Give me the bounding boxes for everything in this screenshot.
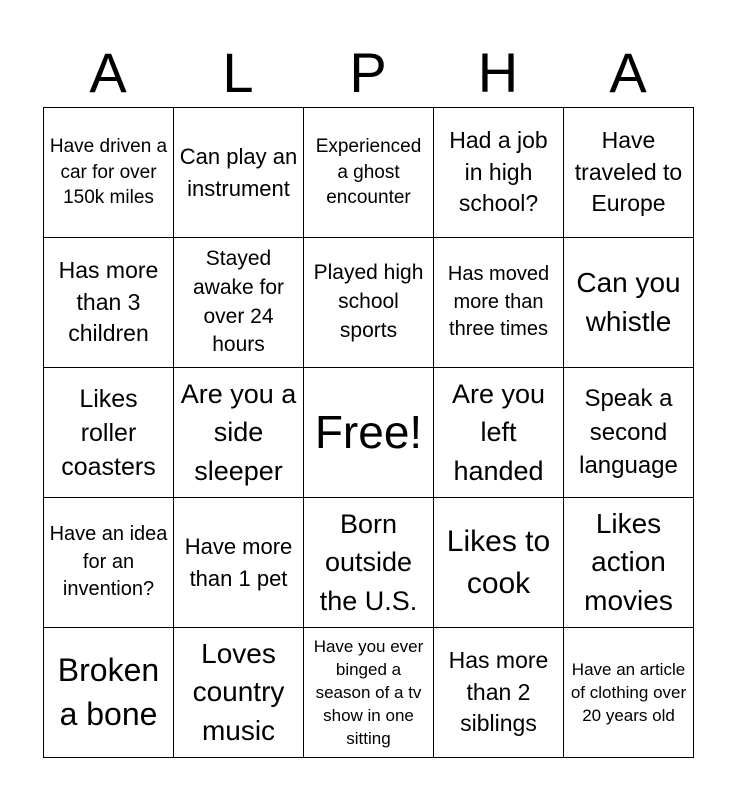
bingo-cell[interactable] (564, 238, 694, 368)
bingo-cell[interactable] (434, 368, 564, 498)
cell-text: Are you left handed (451, 379, 546, 486)
bingo-cell[interactable] (174, 498, 304, 628)
cell-text: Have you ever binged a season of a tv show in one sitting (313, 636, 424, 749)
bingo-cell[interactable] (434, 108, 564, 238)
cell-text: Has more than 2 siblings (448, 646, 549, 737)
cell-text: Have driven a car for over 150k miles (49, 135, 168, 209)
bingo-cell[interactable] (174, 628, 304, 758)
bingo-cell[interactable] (564, 108, 694, 238)
cell-text: Can play an instrument (179, 144, 298, 201)
cell-text: Speak a second language (579, 385, 678, 480)
cell-text: Have an article of clothing over 20 years old (570, 659, 687, 726)
bingo-cell[interactable] (304, 108, 434, 238)
bingo-cell[interactable] (564, 368, 694, 498)
header-letter: P (349, 41, 387, 104)
cell-text: Born outside the U.S. (319, 509, 418, 616)
free-space-cell[interactable] (304, 368, 434, 498)
header-letter: H (477, 41, 519, 104)
bingo-cell[interactable] (304, 628, 434, 758)
cell-text: Can you whistle (576, 266, 681, 337)
cell-text: Broken a bone (57, 651, 160, 732)
cell-text: Are you a side sleeper (180, 379, 297, 486)
bingo-grid (43, 107, 694, 758)
bingo-cell[interactable] (304, 498, 434, 628)
bingo-header (43, 40, 693, 106)
cell-text: Loves country music (192, 637, 285, 746)
bingo-cell[interactable] (564, 498, 694, 628)
bingo-cell[interactable] (44, 498, 174, 628)
bingo-cell[interactable] (174, 238, 304, 368)
cell-text: Likes roller coasters (61, 384, 156, 481)
bingo-cell[interactable] (44, 238, 174, 368)
cell-text: Has more than 3 children (58, 256, 159, 347)
bingo-cell[interactable] (44, 628, 174, 758)
bingo-cell[interactable] (44, 108, 174, 238)
bingo-cell[interactable] (564, 628, 694, 758)
cell-text: Played high school sports (313, 261, 424, 342)
free-space-text: Free! (314, 405, 423, 458)
cell-text: Likes action movies (584, 507, 673, 616)
cell-text: Has moved more than three times (447, 263, 550, 341)
bingo-cell[interactable] (304, 238, 434, 368)
bingo-cell[interactable] (174, 368, 304, 498)
cell-text: Experienced a ghost encounter (315, 135, 422, 209)
bingo-cell[interactable] (434, 238, 564, 368)
bingo-cell[interactable] (44, 368, 174, 498)
bingo-cell[interactable] (434, 628, 564, 758)
header-letter: A (609, 41, 647, 104)
cell-text: Have more than 1 pet (184, 534, 293, 591)
cell-text: Stayed awake for over 24 hours (192, 246, 285, 357)
bingo-cell[interactable] (434, 498, 564, 628)
header-letter: A (89, 41, 127, 104)
bingo-cell[interactable] (174, 108, 304, 238)
header-letter: L (222, 41, 254, 104)
cell-text: Likes to cook (446, 524, 551, 600)
cell-text: Have traveled to Europe (574, 126, 683, 217)
cell-text: Had a job in high school? (449, 126, 548, 217)
cell-text: Have an idea for an invention? (49, 523, 168, 601)
